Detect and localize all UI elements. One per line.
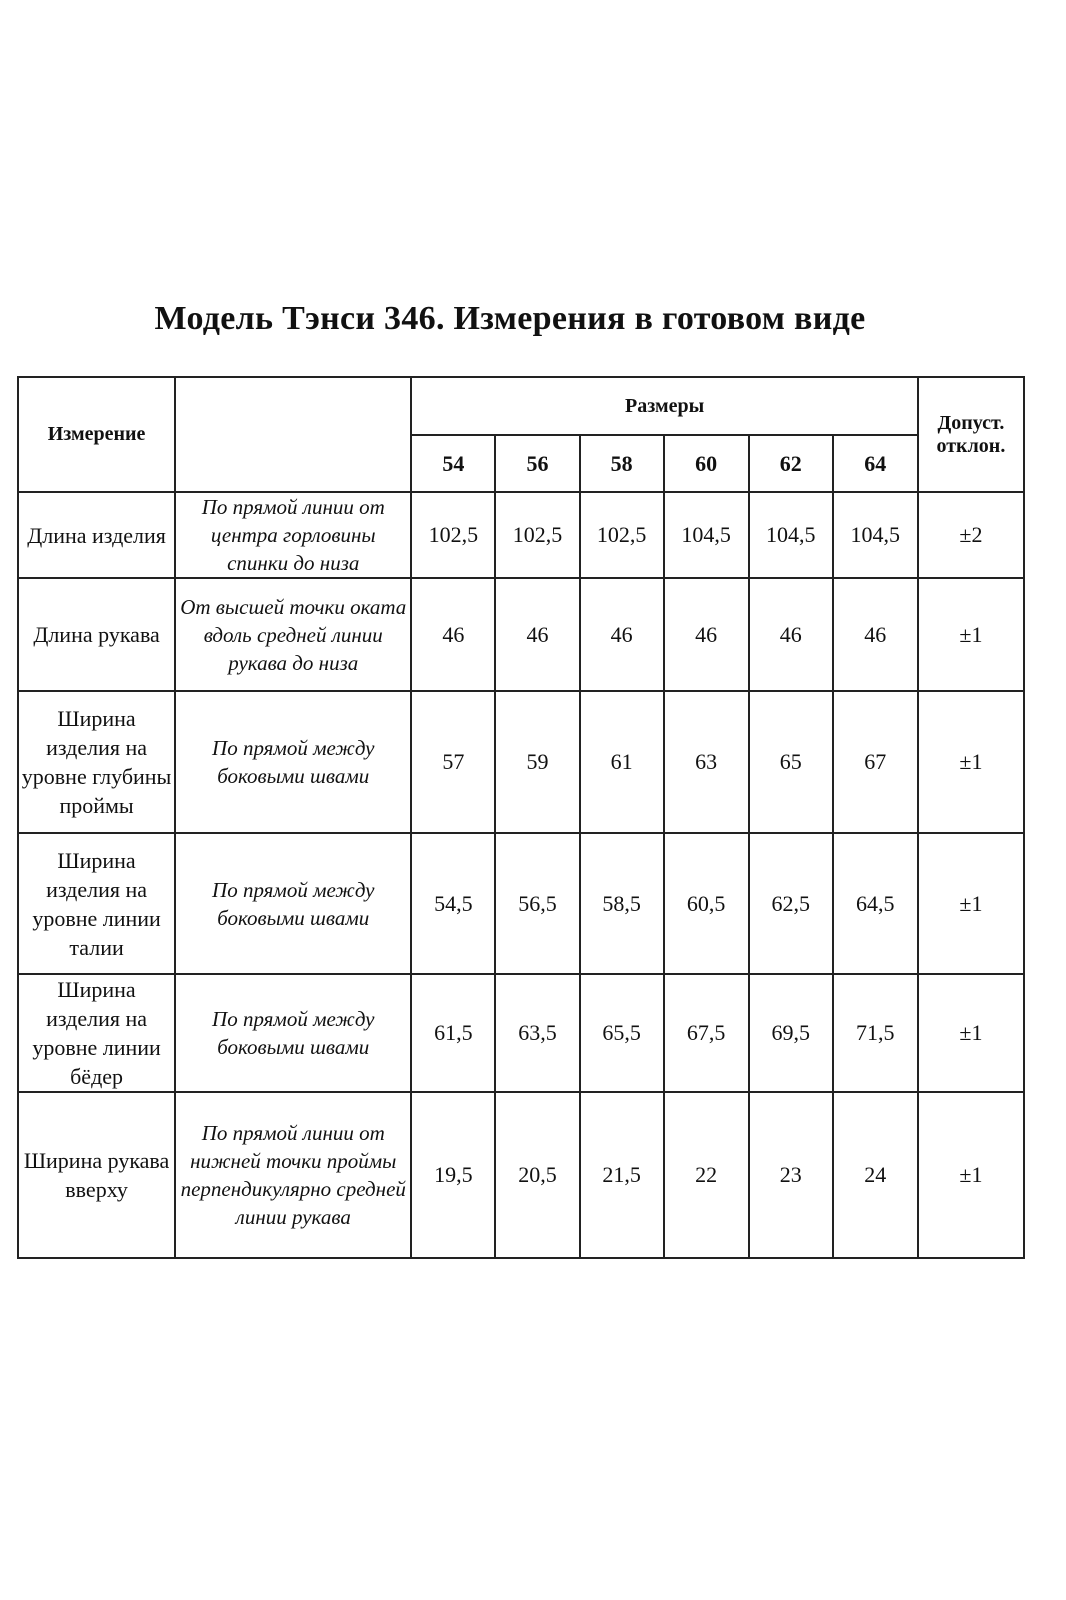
- size-value: 46: [833, 578, 918, 691]
- size-value: 65,5: [580, 974, 664, 1092]
- size-value: 102,5: [580, 492, 664, 578]
- table-row: [18, 691, 1024, 833]
- measurements-table: [17, 376, 1025, 1259]
- size-value: 64,5: [833, 833, 918, 974]
- measure-method: По прямой между боковыми швами: [175, 974, 411, 1092]
- measure-column-header: Измерение: [18, 377, 175, 492]
- size-header: 56: [495, 435, 579, 492]
- size-value: 102,5: [411, 492, 495, 578]
- size-value: 24: [833, 1092, 918, 1258]
- table-row: [18, 492, 1024, 578]
- tolerance-header-line1: Допуст.: [937, 411, 1005, 434]
- size-value: 22: [664, 1092, 749, 1258]
- table-row: [18, 1092, 1024, 1258]
- table-row: [18, 578, 1024, 691]
- size-value: 61: [580, 691, 664, 833]
- size-value: 54,5: [411, 833, 495, 974]
- header-row: [18, 377, 1024, 435]
- tolerance-header-line2: отклон.: [936, 434, 1006, 457]
- method-column-header: [175, 377, 411, 492]
- size-header: 54: [411, 435, 495, 492]
- tolerance-column-header: [918, 377, 1024, 492]
- size-header: 58: [580, 435, 664, 492]
- size-header: 64: [833, 435, 918, 492]
- size-header: 62: [749, 435, 833, 492]
- measure-name: Ширина рукава вверху: [18, 1092, 175, 1258]
- size-value: 71,5: [833, 974, 918, 1092]
- size-value: 63: [664, 691, 749, 833]
- size-value: 21,5: [580, 1092, 664, 1258]
- size-value: 46: [749, 578, 833, 691]
- size-value: 69,5: [749, 974, 833, 1092]
- size-value: 58,5: [580, 833, 664, 974]
- measure-name: Ширина изделия на уровне линии бёдер: [18, 974, 175, 1092]
- size-value: 46: [580, 578, 664, 691]
- measure-name: Длина рукава: [18, 578, 175, 691]
- measure-name: Ширина изделия на уровне линии талии: [18, 833, 175, 974]
- measure-method: По прямой между боковыми швами: [175, 691, 411, 833]
- measure-name: Ширина изделия на уровне глубины проймы: [18, 691, 175, 833]
- table-row: [18, 974, 1024, 1092]
- page-title: Модель Тэнси 346. Измерения в готовом виде: [154, 300, 866, 337]
- measure-method: По прямой линии от нижней точки проймы перпендикулярно средней линии рукава: [175, 1092, 411, 1258]
- measure-method: От высшей точки оката вдоль средней линии рукава до низа: [175, 578, 411, 691]
- size-value: 60,5: [664, 833, 749, 974]
- sizes-column-header: Размеры: [411, 377, 917, 435]
- size-value: 20,5: [495, 1092, 579, 1258]
- size-value: 63,5: [495, 974, 579, 1092]
- size-value: 19,5: [411, 1092, 495, 1258]
- size-value: 59: [495, 691, 579, 833]
- size-value: 67,5: [664, 974, 749, 1092]
- size-value: 56,5: [495, 833, 579, 974]
- measure-name: Длина изделия: [18, 492, 175, 578]
- size-value: 104,5: [664, 492, 749, 578]
- size-value: 46: [495, 578, 579, 691]
- table-row: [18, 833, 1024, 974]
- size-value: 46: [411, 578, 495, 691]
- measure-method: По прямой линии от центра горловины спинки до низа: [175, 492, 411, 578]
- tolerance-value: ±1: [918, 974, 1024, 1092]
- size-value: 46: [664, 578, 749, 691]
- tolerance-value: ±1: [918, 833, 1024, 974]
- tolerance-value: ±2: [918, 492, 1024, 578]
- size-value: 57: [411, 691, 495, 833]
- measure-method: По прямой между боковыми швами: [175, 833, 411, 974]
- tolerance-value: ±1: [918, 1092, 1024, 1258]
- tolerance-value: ±1: [918, 578, 1024, 691]
- size-value: 102,5: [495, 492, 579, 578]
- size-value: 61,5: [411, 974, 495, 1092]
- size-value: 23: [749, 1092, 833, 1258]
- size-value: 104,5: [833, 492, 918, 578]
- size-value: 62,5: [749, 833, 833, 974]
- size-value: 104,5: [749, 492, 833, 578]
- size-value: 65: [749, 691, 833, 833]
- tolerance-value: ±1: [918, 691, 1024, 833]
- size-value: 67: [833, 691, 918, 833]
- size-header: 60: [664, 435, 749, 492]
